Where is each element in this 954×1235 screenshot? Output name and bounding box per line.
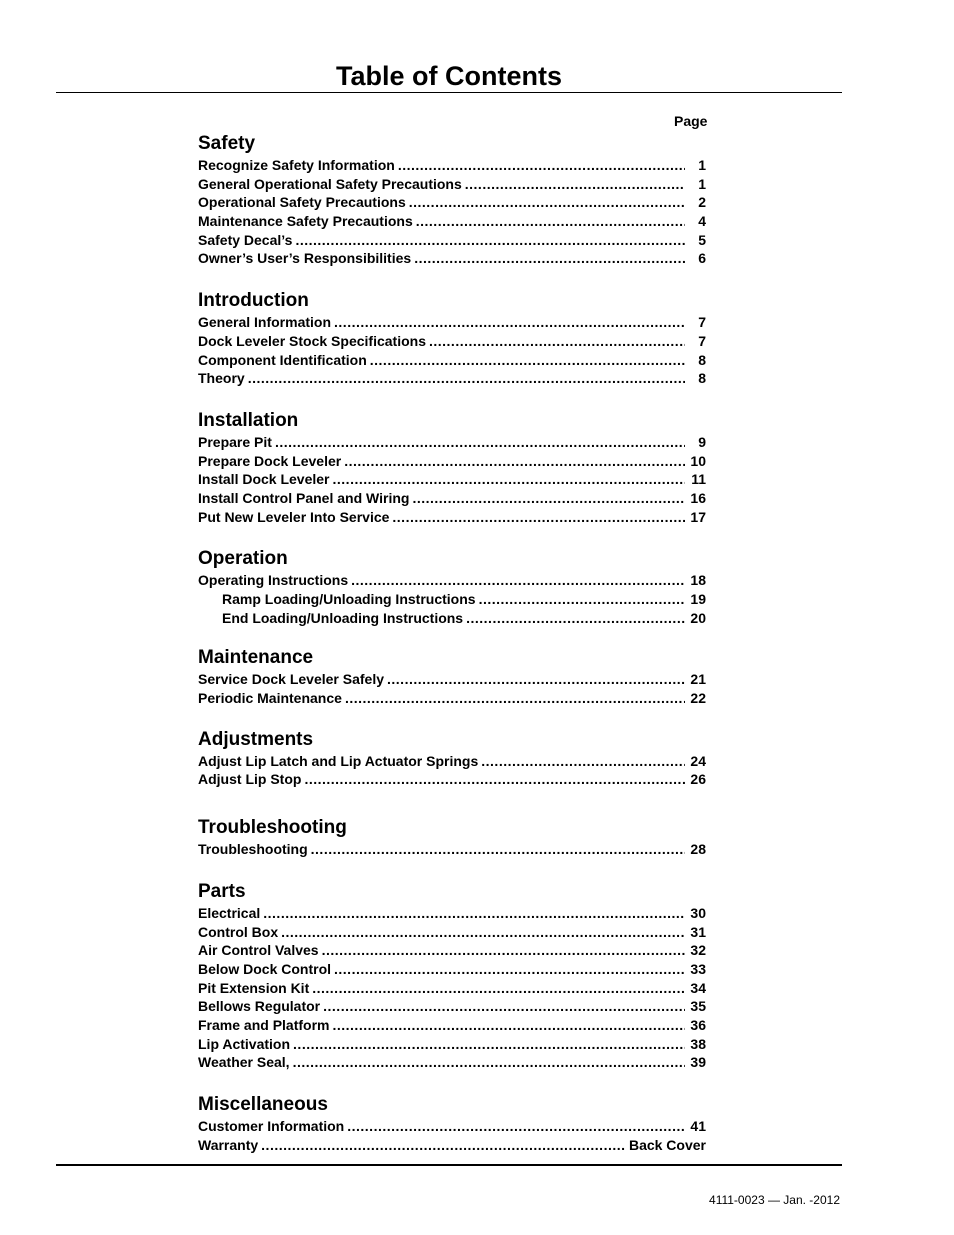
dot-leader	[333, 470, 685, 489]
toc-entry-page: 19	[690, 591, 706, 607]
toc-entry-label: Operating Instructions	[198, 572, 349, 589]
toc-entry-label: Lip Activation	[198, 1035, 291, 1052]
toc-entry-label: Electrical	[198, 904, 261, 921]
toc-entry-page: 31	[690, 923, 706, 940]
dot-leader	[387, 670, 685, 689]
section-heading: Miscellaneous	[198, 1094, 328, 1115]
toc-entry-page: 8	[698, 370, 706, 387]
toc-entry[interactable]	[198, 1035, 706, 1054]
toc-entry-list	[198, 313, 706, 388]
toc-entry-page: 41	[690, 1118, 706, 1134]
toc-entry[interactable]	[198, 212, 706, 231]
toc-entry-page: 34	[690, 979, 706, 996]
toc-entry-label: Component Identification	[198, 351, 367, 368]
toc-entry-label: Frame and Platform	[198, 1016, 330, 1033]
toc-entry-page: 20	[690, 609, 706, 626]
toc-entry-list	[198, 571, 706, 627]
toc-entry-page: 24	[690, 752, 706, 769]
toc-section	[198, 880, 706, 1072]
toc-entry[interactable]	[198, 923, 706, 942]
toc-entry[interactable]	[198, 770, 706, 789]
toc-entry-label: Troubleshooting	[198, 841, 308, 858]
toc-entry[interactable]	[198, 193, 706, 212]
dot-leader	[344, 452, 685, 471]
toc-entry-list	[198, 1117, 706, 1154]
dot-leader	[293, 1035, 685, 1054]
toc-entry[interactable]	[198, 1016, 706, 1035]
toc-entry[interactable]	[198, 904, 706, 923]
toc-entry[interactable]	[198, 508, 706, 527]
toc-entry-label: Install Control Panel and Wiring	[198, 489, 410, 506]
toc-entry-page: 22	[690, 690, 706, 707]
toc-section	[198, 1093, 706, 1154]
dot-leader	[416, 212, 685, 231]
toc-section	[198, 547, 706, 627]
toc-entry-page: 11	[691, 471, 706, 488]
toc-subentry[interactable]	[198, 590, 706, 609]
dot-leader	[347, 1117, 685, 1136]
dot-leader	[479, 590, 685, 609]
toc-entry-label: Safety Decal’s	[198, 231, 293, 248]
toc-entry-label: Dock Leveler Stock Specifications	[198, 332, 426, 349]
toc-entry-label: Put New Leveler Into Service	[198, 508, 390, 525]
toc-entry-label: Air Control Valves	[198, 942, 319, 959]
toc-entry-list	[198, 670, 706, 707]
page-title: Table of Contents	[336, 61, 562, 91]
toc-entry[interactable]	[198, 670, 706, 689]
section-heading: Troubleshooting	[198, 817, 347, 839]
toc-entry[interactable]	[198, 960, 706, 979]
toc-entry-label: Install Dock Leveler	[198, 471, 330, 488]
dot-leader	[275, 433, 685, 452]
toc-entry-label: Customer Information	[198, 1118, 345, 1134]
toc-entry-label: Service Dock Leveler Safely	[198, 671, 385, 688]
section-heading: Installation	[198, 409, 299, 431]
dot-leader	[295, 231, 685, 250]
toc-entry-page: 21	[690, 671, 706, 688]
dot-leader	[311, 840, 685, 859]
section-heading: Operation	[198, 548, 288, 570]
toc-entry-page: Back Cover	[628, 1136, 706, 1153]
toc-entry[interactable]	[198, 941, 706, 960]
dot-leader	[323, 997, 685, 1016]
toc-entry-label: Maintenance Safety Precautions	[198, 213, 413, 230]
toc-entry[interactable]	[198, 369, 706, 388]
toc-entry-page: 2	[698, 194, 706, 211]
toc-section	[198, 289, 706, 388]
toc-entry[interactable]	[198, 571, 706, 590]
toc-entry-page: 38	[690, 1035, 706, 1052]
toc-entry[interactable]	[198, 1136, 706, 1155]
dot-leader	[412, 489, 685, 508]
toc-section	[198, 132, 706, 268]
toc-entry[interactable]	[198, 156, 706, 175]
toc-entry-list	[198, 156, 706, 268]
toc-entry-label: Pit Extension Kit	[198, 979, 310, 996]
section-heading: Introduction	[198, 290, 309, 312]
toc-entry[interactable]	[198, 997, 706, 1016]
toc-section	[198, 728, 706, 789]
toc-entry[interactable]	[198, 689, 706, 708]
toc-entry-page: 35	[690, 998, 706, 1015]
toc-entry-label: Recognize Safety Information	[198, 157, 395, 173]
toc-section	[198, 646, 706, 707]
dot-leader	[332, 1016, 685, 1035]
dot-leader	[345, 689, 685, 708]
toc-entry[interactable]	[198, 979, 706, 998]
toc-entry-page: 16	[690, 489, 706, 506]
toc-entry-page: 7	[698, 314, 706, 331]
dot-leader	[392, 508, 685, 527]
dot-leader	[322, 941, 685, 960]
dot-leader	[304, 770, 685, 789]
toc-entry-page: 17	[690, 508, 706, 525]
section-heading: Adjustments	[198, 728, 314, 750]
toc-subentry[interactable]	[198, 609, 706, 628]
toc-entry[interactable]	[198, 433, 706, 452]
toc-entry-label: General Operational Safety Precautions	[198, 175, 462, 192]
toc-entry[interactable]	[198, 332, 706, 351]
toc-entry-page: 9	[698, 433, 706, 450]
dot-leader	[293, 1053, 685, 1072]
toc-entry-label: Adjust Lip Stop	[198, 771, 302, 788]
toc-entry[interactable]	[198, 249, 706, 268]
section-heading: Safety	[198, 133, 256, 154]
toc-entry-page: 6	[698, 250, 706, 267]
toc-entry-page: 30	[690, 904, 706, 921]
dot-leader	[248, 369, 685, 388]
toc-entry[interactable]	[198, 175, 706, 194]
footer-rule	[56, 1164, 842, 1166]
toc-entry-label: Owner’s User’s Responsibilities	[198, 250, 412, 267]
toc-entry-page: 5	[698, 231, 706, 248]
toc-entry[interactable]	[198, 1117, 706, 1136]
toc-entry-label: Prepare Dock Leveler	[198, 452, 342, 469]
toc-entry-label: Bellows Regulator	[198, 998, 321, 1015]
dot-leader	[465, 175, 685, 194]
dot-leader	[398, 156, 685, 175]
toc-entry-list	[198, 433, 706, 526]
toc-entry-label: Theory	[198, 370, 245, 387]
section-heading: Parts	[198, 880, 246, 902]
toc-entry-page: 39	[690, 1054, 706, 1071]
toc-entry[interactable]	[198, 351, 706, 370]
toc-entry-label: Operational Safety Precautions	[198, 194, 406, 211]
dot-leader	[466, 609, 685, 628]
toc-entry-page: 26	[690, 771, 706, 788]
toc-entry-label: Prepare Pit	[198, 433, 272, 450]
toc-entry-label: Control Box	[198, 923, 279, 940]
toc-entry[interactable]	[198, 840, 706, 859]
toc-entry-page: 18	[690, 572, 706, 589]
toc-entry-list	[198, 840, 706, 859]
toc-entry-page: 7	[698, 332, 706, 349]
toc-section	[198, 816, 706, 859]
toc-section	[198, 409, 706, 526]
toc-entry[interactable]	[198, 452, 706, 471]
toc-entry-label: Below Dock Control	[198, 960, 332, 977]
toc-entry-page: 1	[698, 175, 706, 192]
section-heading: Maintenance	[198, 647, 314, 669]
dot-leader	[351, 571, 685, 590]
dot-leader	[429, 332, 685, 351]
toc-entry-list	[198, 752, 706, 789]
toc-entry-label: Ramp Loading/Unloading Instructions	[222, 591, 476, 607]
dot-leader	[334, 313, 685, 332]
toc-list	[198, 132, 706, 1154]
dot-leader	[334, 960, 685, 979]
toc-entry[interactable]	[198, 489, 706, 508]
toc-entry-label: General Information	[198, 314, 332, 331]
toc-entry[interactable]	[198, 231, 706, 250]
dot-leader	[414, 249, 685, 268]
toc-entry[interactable]	[198, 313, 706, 332]
toc-entry-page: 8	[698, 351, 706, 368]
toc-entry-page: 4	[698, 213, 706, 230]
toc-entry-page: 1	[698, 157, 706, 173]
page-column-label: Page	[674, 113, 708, 129]
toc-entry-label: Adjust Lip Latch and Lip Actuator Springs	[198, 752, 479, 769]
dot-leader	[312, 979, 685, 998]
dot-leader	[481, 752, 685, 771]
dot-leader	[263, 904, 685, 923]
dot-leader	[261, 1136, 626, 1155]
dot-leader	[281, 923, 685, 942]
toc-entry-label: Periodic Maintenance	[198, 690, 342, 707]
toc-entry-page: 10	[690, 452, 706, 469]
toc-entry-page: 28	[690, 841, 706, 858]
toc-entry-page: 33	[690, 960, 706, 977]
dot-leader	[370, 351, 685, 370]
toc-entry-list	[198, 904, 706, 1072]
toc-entry[interactable]	[198, 1053, 706, 1072]
document-footer: 4111-0023 — Jan. -2012	[709, 1193, 840, 1207]
toc-entry-label: End Loading/Unloading Instructions	[222, 609, 464, 626]
toc-entry-page: 36	[690, 1016, 706, 1033]
toc-entry[interactable]	[198, 752, 706, 771]
dot-leader	[409, 193, 685, 212]
toc-entry-page: 32	[690, 942, 706, 959]
toc-entry[interactable]	[198, 470, 706, 489]
toc-entry-label: Weather Seal,	[198, 1054, 290, 1071]
toc-entry-label: Warranty	[198, 1136, 259, 1153]
header-rule	[56, 92, 842, 93]
